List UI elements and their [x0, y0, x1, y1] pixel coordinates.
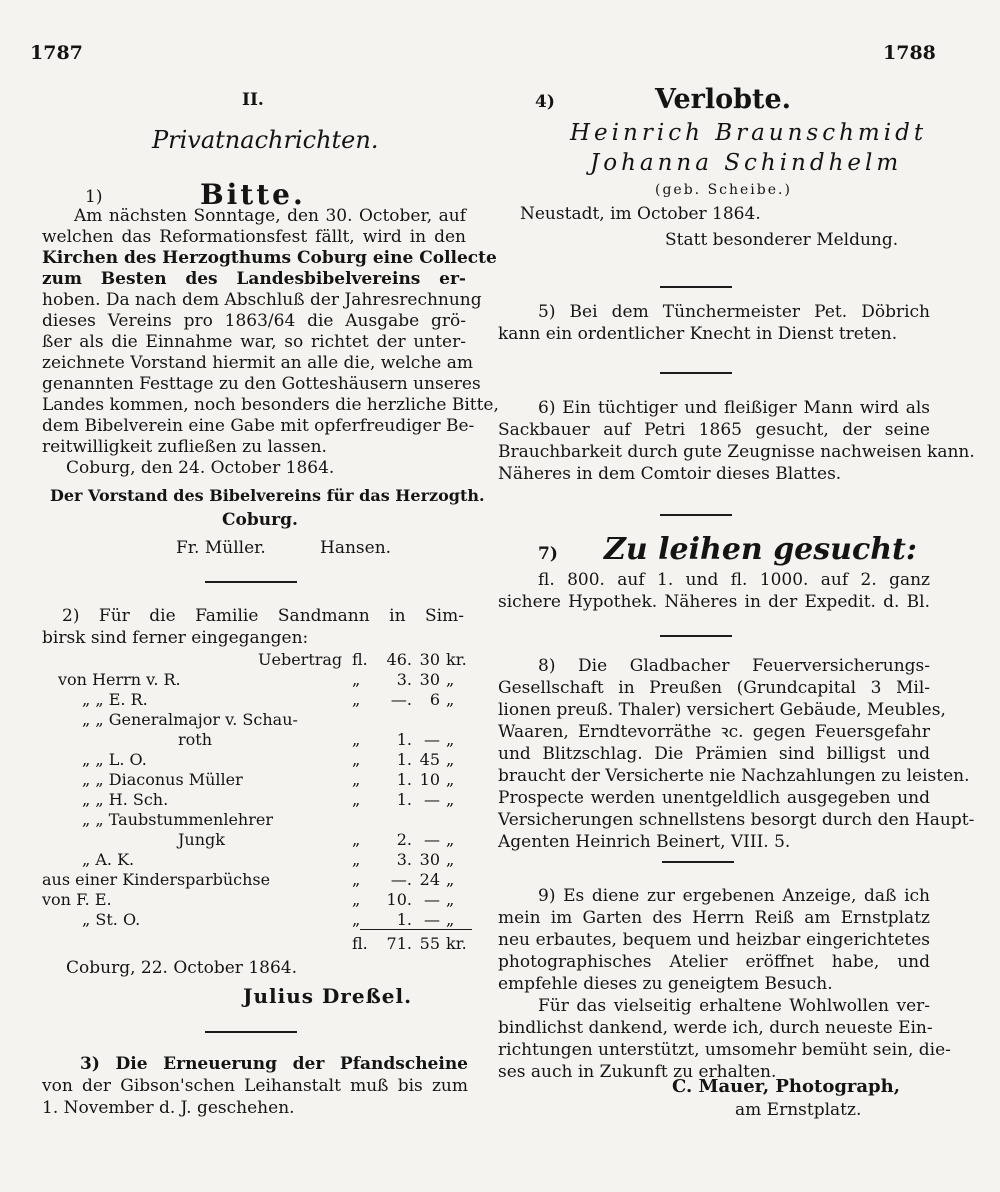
item6-line2: Sackbauer auf Petri 1865 gesucht, der seine	[498, 420, 930, 440]
ledger-currency: „	[352, 790, 361, 809]
ledger-currency: fl.	[352, 650, 368, 669]
item5-line2: kann ein ordentlicher Knecht in Dienst treten.	[498, 324, 898, 344]
total-unit: kr.	[446, 934, 467, 953]
ledger-row	[42, 750, 472, 770]
total-kreuzer: 55	[419, 934, 440, 953]
item4-heading: Verlobte.	[655, 84, 792, 115]
item2-intro-line2: birsk sind ferner eingegangen:	[42, 628, 309, 648]
ledger-kreuzer: 30	[419, 650, 440, 669]
ledger-kreuzer: 30	[419, 850, 440, 869]
ledger-florins: 3.	[396, 850, 412, 869]
item7-number: 7)	[538, 544, 558, 564]
ledger-currency: „	[352, 890, 361, 909]
ledger-row	[42, 810, 472, 830]
item9-line: mein im Garten des Herrn Reiß am Ernstplatz	[498, 908, 930, 928]
item1-signer1: Fr. Müller.	[176, 538, 266, 558]
ledger-florins: 3.	[396, 670, 412, 689]
ledger-unit: „	[446, 890, 455, 909]
item1-line: hoben. Da nach dem Abschluß der Jahresrechnung	[42, 290, 482, 310]
item9-line: empfehle dieses zu geneigtem Besuch.	[498, 974, 833, 994]
ledger-label: aus einer Kindersparbüchse	[42, 870, 271, 889]
item6-line1: 6) Ein tüchtiger und fleißiger Mann wird als	[538, 398, 930, 418]
item8-line: Waaren, Erndtevorräthe ꝛc. gegen Feuersgefahr	[498, 722, 930, 742]
ledger-row	[42, 770, 472, 790]
divider	[205, 1031, 297, 1033]
ledger-label: roth	[178, 730, 213, 749]
item1-line: zeichnete Vorstand hiermit an alle die, welche am	[42, 353, 473, 373]
ledger-unit: „	[446, 790, 455, 809]
ledger-row	[42, 690, 472, 710]
item7-line2: sichere Hypothek. Näheres in der Expedit. d. Bl.	[498, 592, 930, 612]
item3-line3: 1. November d. J. geschehen.	[42, 1098, 295, 1118]
item4-name2: Johanna Schindhelm	[590, 150, 903, 176]
item4-name1: Heinrich Braunschmidt	[570, 120, 928, 146]
ledger-kreuzer: —	[424, 890, 440, 909]
item6-line3: Brauchbarkeit durch gute Zeugnisse nachweisen kann.	[498, 442, 975, 462]
item1-line: Landes kommen, noch besonders die herzliche Bitte,	[42, 395, 499, 415]
ledger-currency: „	[352, 830, 361, 849]
ledger-label: „ A. K.	[82, 850, 135, 869]
total-rule	[360, 929, 472, 930]
ledger-label: von Herrn v. R.	[58, 670, 181, 689]
ledger-florins: 1.	[396, 750, 412, 769]
ledger-currency: „	[352, 750, 361, 769]
ledger-florins: 46.	[386, 650, 412, 669]
item4-place: Neustadt, im October 1864.	[520, 204, 761, 224]
ledger-label: „ „ Diaconus Müller	[82, 770, 243, 789]
item5-line1: 5) Bei dem Tünchermeister Pet. Döbrich	[538, 302, 930, 322]
ledger-unit: „	[446, 850, 455, 869]
ledger-label: „ „ H. Sch.	[82, 790, 169, 809]
item9-line: 9) Es diene zur ergebenen Anzeige, daß ich	[538, 886, 930, 906]
ledger-row	[42, 870, 472, 890]
divider	[660, 635, 732, 637]
item4-name3: (geb. Scheibe.)	[655, 182, 792, 198]
item9-line: bindlichst dankend, werde ich, durch neueste Ein-	[498, 1018, 933, 1038]
item8-line: Prospecte werden unentgeldlich ausgegeben und	[498, 788, 930, 808]
item9-line: ses auch in Zukunft zu erhalten.	[498, 1062, 777, 1082]
item6-line4: Näheres in dem Comtoir dieses Blattes.	[498, 464, 842, 484]
item1-line: Kirchen des Herzogthums Coburg eine Collecte	[42, 248, 497, 268]
item1-line: reitwilligkeit zufließen zu lassen.	[42, 437, 327, 457]
divider	[660, 514, 732, 516]
ledger-label: von F. E.	[42, 890, 112, 909]
donation-ledger	[42, 650, 472, 970]
ledger-row	[42, 710, 472, 730]
ledger-florins: 1.	[396, 730, 412, 749]
item2-signer: Julius Dreßel.	[243, 984, 413, 1008]
page-number-right: 1788	[883, 42, 936, 64]
ledger-label: „ „ Taubstummenlehrer	[82, 810, 273, 829]
ledger-row	[42, 830, 472, 850]
ledger-unit: „	[446, 670, 455, 689]
ledger-kreuzer: —	[424, 730, 440, 749]
ledger-kreuzer: 45	[419, 750, 440, 769]
item8-line: Versicherungen schnellstens besorgt durch den Haupt-	[498, 810, 975, 830]
ledger-florins: 10.	[386, 890, 412, 909]
ledger-row	[42, 790, 472, 810]
item1-signature-line2: Coburg.	[222, 510, 298, 530]
item2-date: Coburg, 22. October 1864.	[66, 958, 297, 978]
ledger-unit: „	[446, 910, 455, 929]
ledger-unit: „	[446, 730, 455, 749]
total-currency: fl.	[352, 934, 368, 953]
item9-line: photographisches Atelier eröffnet habe, und	[498, 952, 930, 972]
ledger-row	[42, 850, 472, 870]
item3-line2: von der Gibson'schen Leihanstalt muß bis zum	[42, 1076, 468, 1096]
item1-number: 1)	[85, 187, 103, 207]
item8-line: lionen preuß. Thaler) versichert Gebäude, Meubles,	[498, 700, 946, 720]
ledger-currency: „	[352, 870, 361, 889]
item4-number: 4)	[535, 92, 555, 112]
ledger-label: Jungk	[178, 830, 225, 849]
ledger-row	[42, 670, 472, 690]
item1-line: genannten Festtage zu den Gotteshäusern unseres	[42, 374, 481, 394]
item1-line: dieses Vereins pro 1863/64 die Ausgabe grö-	[42, 311, 466, 331]
ledger-label: „ St. O.	[82, 910, 141, 929]
ledger-row	[42, 650, 472, 670]
ledger-kreuzer: 6	[429, 690, 440, 709]
ledger-kreuzer: —	[424, 910, 440, 929]
ledger-row	[42, 910, 472, 930]
ledger-currency: „	[352, 910, 361, 929]
total-florins: 71.	[386, 934, 412, 953]
ledger-florins: 1.	[396, 790, 412, 809]
item1-signer2: Hansen.	[320, 538, 392, 558]
item8-body	[498, 656, 975, 856]
divider	[660, 286, 732, 288]
ledger-unit: „	[446, 750, 455, 769]
item9-line: neu erbautes, bequem und heizbar eingerichtetes	[498, 930, 930, 950]
ledger-florins: 1.	[396, 770, 412, 789]
item3-line1: 3) Die Erneuerung der Pfandscheine	[80, 1054, 468, 1074]
item8-line: braucht der Versicherte nie Nachzahlungen zu leisten.	[498, 766, 970, 786]
item1-line: welchen das Reformationsfest fällt, wird in den	[42, 227, 466, 247]
item1-line: dem Bibelverein eine Gabe mit opferfreudiger Be-	[42, 416, 475, 436]
item1-line: Am nächsten Sonntage, den 30. October, auf	[74, 206, 466, 226]
divider	[205, 581, 297, 583]
item7-line1: fl. 800. auf 1. und fl. 1000. auf 2. ganz	[538, 570, 930, 590]
section-number: II.	[242, 90, 264, 110]
section-title: Privatnachrichten.	[152, 126, 379, 154]
ledger-kreuzer: 30	[419, 670, 440, 689]
item8-line: Agenten Heinrich Beinert, VIII. 5.	[498, 832, 791, 852]
item8-line: und Blitzschlag. Die Prämien sind billigst und	[498, 744, 930, 764]
ledger-florins: —.	[390, 870, 412, 889]
ledger-total	[42, 934, 472, 954]
item1-heading: Bitte.	[200, 178, 306, 211]
ledger-kreuzer: 10	[419, 770, 440, 789]
item1-signature-line1: Der Vorstand des Bibelvereins für das Herzogth.	[50, 486, 485, 505]
ledger-unit: „	[446, 870, 455, 889]
ledger-row	[42, 890, 472, 910]
ledger-label: „ „ E. R.	[82, 690, 148, 709]
item9-body	[498, 886, 951, 1086]
ledger-currency: „	[352, 770, 361, 789]
item1-line: zum Besten des Landesbibelvereins er-	[42, 269, 466, 289]
page-number-left: 1787	[30, 42, 83, 64]
ledger-kreuzer: —	[424, 790, 440, 809]
ledger-label: „ „ L. O.	[82, 750, 147, 769]
item8-line: Gesellschaft in Preußen (Grundcapital 3 Mil-	[498, 678, 930, 698]
item8-line: 8) Die Gladbacher Feuerversicherungs-	[538, 656, 930, 676]
divider	[662, 861, 734, 863]
ledger-unit: „	[446, 770, 455, 789]
item7-heading: Zu leihen gesucht:	[604, 532, 917, 567]
ledger-currency: „	[352, 690, 361, 709]
item2-intro-line1: 2) Für die Familie Sandmann in Sim-	[62, 606, 464, 626]
ledger-currency: „	[352, 850, 361, 869]
item9-line: richtungen unterstützt, umsomehr bemüht sein, die-	[498, 1040, 951, 1060]
ledger-florins: 2.	[396, 830, 412, 849]
divider	[660, 372, 732, 374]
ledger-currency: „	[352, 730, 361, 749]
ledger-kreuzer: —	[424, 830, 440, 849]
ledger-currency: „	[352, 670, 361, 689]
ledger-row	[42, 730, 472, 750]
item1-line: ßer als die Einnahme war, so richtet der unter-	[42, 332, 466, 352]
item9-signer: C. Mauer, Photograph,	[672, 1076, 900, 1097]
item4-note: Statt besonderer Meldung.	[665, 230, 899, 250]
ledger-florins: 1.	[396, 910, 412, 929]
ledger-florins: —.	[390, 690, 412, 709]
ledger-label: Uebertrag	[258, 650, 343, 669]
ledger-kreuzer: 24	[419, 870, 440, 889]
ledger-unit: kr.	[446, 650, 467, 669]
item1-body	[42, 206, 499, 466]
ledger-unit: „	[446, 690, 455, 709]
ledger-unit: „	[446, 830, 455, 849]
item1-date: Coburg, den 24. October 1864.	[66, 458, 335, 478]
item9-line: Für das vielseitig erhaltene Wohlwollen ver-	[538, 996, 930, 1016]
item9-address: am Ernstplatz.	[735, 1100, 862, 1120]
ledger-label: „ „ Generalmajor v. Schau-	[82, 710, 298, 729]
